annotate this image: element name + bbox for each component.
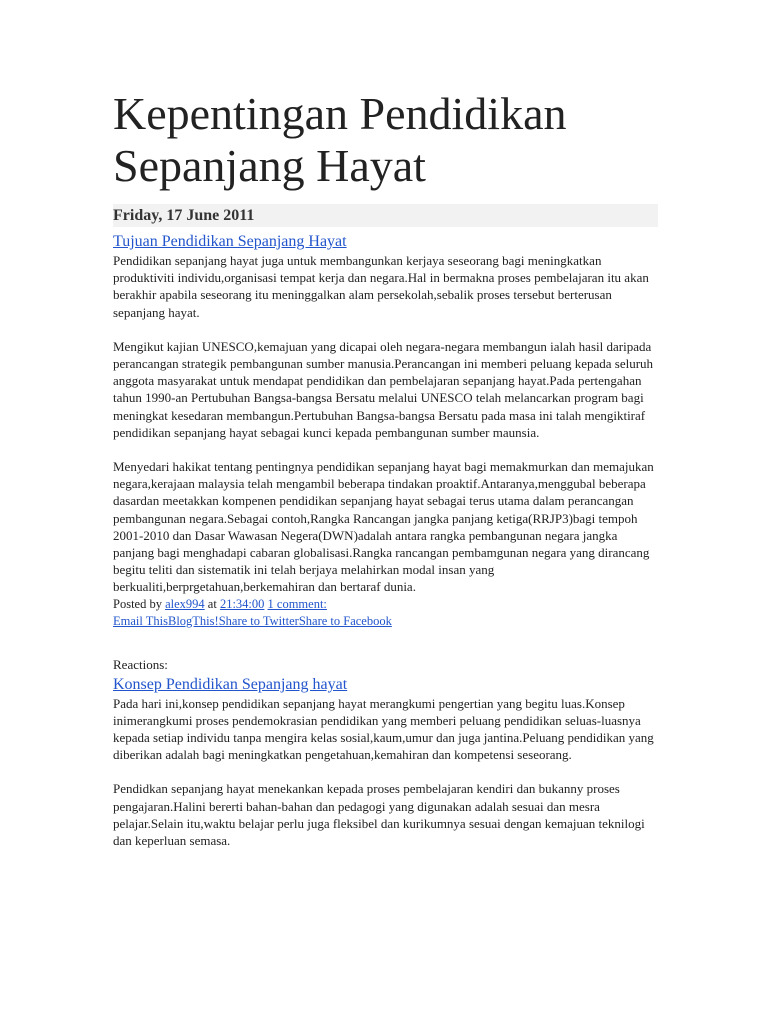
post-paragraph: Menyedari hakikat tentang pentingnya pendidikan sepanjang hayat bagi memakmurkan dan memajukan negara,kerajaan malaysia telah mengambil beberapa tindakan proaktif.Antaranya,menggubal beberapa dasardan meetakkan kompenen pendidikan sepanjang hayat sebagai terus utama dalam perancangan pembangunan negara.Sebagai contoh,Rangka Rancangan jangka panjang ketiga(RRJP3)bagi tempoh 2001-2010 dan Dasar Wawasan Negera(DWN)adalah antara rangka pembangunan negara jangka panjang bagi menghadapi cabaran globalisasi.Rangka rancangan pembamgunan negara yang dirancang begitu teliti dan sistematik ini telah berjaya melahirkan modal insan yang berkualiti,berprgetahuan,berkemahiran dan bertaraf dunia.	[113, 459, 654, 595]
post-body-1	[113, 252, 658, 596]
comments-link[interactable]: 1 comment:	[267, 596, 327, 611]
post-footer	[113, 596, 658, 613]
post-paragraph: Mengikut kajian UNESCO,kemajuan yang dicapai oleh negara-negara membangun ialah hasil daripada perancangan strategik pembangunan sumber manusia.Perancangan ini memberi peluang kepada seluruh anggota masyarakat untuk mendapat pendidikan dan pembelajaran sepanjang hayat.Pada pertengahan tahun 1990-an Pertubuhan Bangsa-bangsa Bersatu melalui UNESCO telah melancarkan program bagi meningkat kesedaran membangun.Pertubuhan Bangsa-bangsa Bersatu pada masa ini talah mengiktiraf pendidikan sepanjang hayat sebagai kunci kepada pembangunan sumber maunsia.	[113, 338, 654, 440]
date-header: Friday, 17 June 2011	[113, 204, 658, 227]
post-paragraph: Pendidkan sepanjang hayat menekankan kepada proses pembelajaran kendiri dan bukanny proses pengajaran.Halini bererti bahan-bahan dan pedagogi yang digunakan adalah sesuai dan mesra pelajar.Selain itu,waktu belajar perlu juga fleksibel dan kurikumnya sesuai dengan kemajuan teknilogi dan keperluan semasa.	[113, 781, 645, 849]
post-title-line-1: Kepentingan Pendidikan	[113, 88, 567, 139]
post-link-tujuan[interactable]: Tujuan Pendidikan Sepanjang Hayat	[113, 233, 347, 250]
blogthis-link[interactable]: BlogThis!	[167, 613, 219, 628]
post-paragraph: Pendidikan sepanjang hayat juga untuk membangunkan kerjaya seseorang bagi meningkatkan produktiviti individu,organisasi tempat kerja dan negara.Hal in bermakna proses pembelajaran itu akan berakhir apabila seseorang itu meninggalkan alam persekolah,sebalik proses tersebut berterusan sepanjang hayat.	[113, 253, 649, 320]
post-title-line-2: Sepanjang Hayat	[113, 140, 426, 191]
post-paragraph: Pada hari ini,konsep pendidikan sepanjang hayat merangkumi pengertian yang begitu luas.Konsep inimerangkumi proses pendemokrasian pendidikan yang memberi peluang pendidikan seluas-luasnya kepada setiap individu tanpa mengira kelas sosial,kaum,umur dan juga jantina.Peluang pendidikan yang diberikan adalah bagi meningkatkan pengetahuan,kemahiran dan kompetensi seseorang.	[113, 695, 654, 763]
reactions-label: Reactions:	[113, 656, 168, 672]
share-links	[113, 613, 658, 630]
post-body-2	[113, 695, 658, 850]
post-link-konsep[interactable]: Konsep Pendidikan Sepanjang hayat	[113, 675, 348, 693]
post-title-heading	[113, 88, 658, 192]
at-label: at	[204, 596, 220, 611]
timestamp-link[interactable]: 21:34:00	[219, 596, 265, 611]
author-link[interactable]: alex994	[165, 596, 205, 611]
posted-by-label: Posted by	[113, 596, 166, 611]
share-facebook-link[interactable]: Share to Facebook	[298, 613, 392, 628]
email-this-link[interactable]: Email This	[113, 613, 168, 628]
blog-content	[113, 88, 658, 849]
share-twitter-link[interactable]: Share to Twitter	[218, 613, 299, 628]
